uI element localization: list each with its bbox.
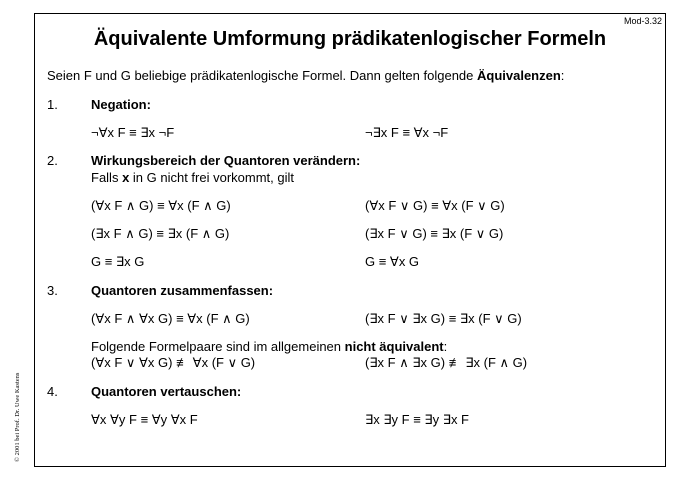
formula: (∀x F ∧ ∀x G) ≡ ∀x (F ∧ G) (91, 311, 250, 326)
section-3-number: 3. (47, 283, 58, 298)
intro-text (47, 68, 564, 83)
formula: G ≡ ∀x G (365, 254, 420, 269)
non-equivalence-note (91, 339, 447, 354)
condition-var: x (122, 170, 130, 185)
intro-end: : (560, 68, 565, 83)
formula: (∀x F ∨ G) ≡ ∀x (F ∨ G) (365, 198, 505, 213)
section-2-condition (91, 170, 294, 185)
formula: ∀x ∀y F ≡ ∀y ∀x F (91, 412, 198, 427)
formula: ¬∀x F ≡ ∃x ¬F (91, 125, 175, 140)
copyright: © 2001 bei Prof. Dr. Uwe Kastens (14, 372, 21, 462)
section-4-heading: Quantoren vertauschen: (91, 384, 242, 399)
note-end: : (443, 339, 448, 354)
slide-id: Mod-3.32 (623, 16, 662, 26)
formula: (∀x F ∨ ∀x G) ≢ ∀x (F ∨ G) (91, 355, 256, 370)
condition-pre: Falls (91, 170, 123, 185)
note-bold: nicht äquivalent (344, 339, 444, 354)
condition-post: in G nicht frei vorkommt, gilt (129, 170, 295, 185)
section-1-number: 1. (47, 97, 58, 112)
formula: (∃x F ∧ ∃x G) ≢ ∃x (F ∧ G) (365, 355, 528, 370)
formula: (∃x F ∨ ∃x G) ≡ ∃x (F ∨ G) (365, 311, 522, 326)
section-2-heading: Wirkungsbereich der Quantoren verändern: (91, 153, 361, 168)
page-title: Äquivalente Umformung prädikatenlogischer Formeln (93, 28, 607, 50)
intro-bold: Äquivalenzen (477, 68, 561, 83)
formula: (∃x F ∧ G) ≡ ∃x (F ∧ G) (91, 226, 230, 241)
section-2-number: 2. (47, 153, 58, 168)
intro-plain: Seien F und G beliebige prädikatenlogische Formel. Dann gelten folgende (47, 68, 477, 83)
formula: (∃x F ∨ G) ≡ ∃x (F ∨ G) (365, 226, 504, 241)
section-4-number: 4. (47, 384, 58, 399)
note-pre: Folgende Formelpaare sind im allgemeinen (91, 339, 345, 354)
section-3-heading: Quantoren zusammenfassen: (91, 283, 274, 298)
formula: ¬∃x F ≡ ∀x ¬F (365, 125, 449, 140)
formula: ∃x ∃y F ≡ ∃y ∃x F (365, 412, 469, 427)
section-1-heading: Negation: (91, 97, 151, 112)
formula: G ≡ ∃x G (91, 254, 145, 269)
formula: (∀x F ∧ G) ≡ ∀x (F ∧ G) (91, 198, 231, 213)
